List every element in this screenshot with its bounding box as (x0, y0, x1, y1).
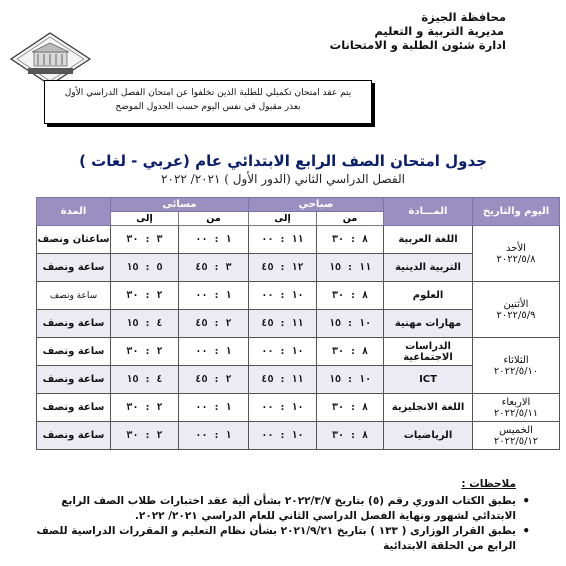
morning-to-cell: ١١ : ٠٠ (249, 226, 317, 254)
subject-cell: مهارات مهنية (384, 310, 473, 338)
notes-title: ملاحظات : (461, 478, 516, 490)
exam-schedule-table (36, 197, 560, 450)
duration-cell: ساعة ونصف (37, 394, 111, 422)
morning-to-cell: ١٠ : ٠٠ (249, 422, 317, 450)
duration-cell: ساعة ونصف (37, 282, 111, 310)
evening-from-cell: ١ : ٠٠ (179, 394, 249, 422)
subject-cell: الدراسات الاجتماعية (384, 338, 473, 366)
evening-from-cell: ٣ : ٤٥ (179, 254, 249, 282)
table-row (37, 226, 560, 254)
evening-from-cell: ٢ : ٤٥ (179, 366, 249, 394)
subject-cell: التربية الدينية (384, 254, 473, 282)
exam-date: ٢٠٢٢/٥/٨ (496, 253, 536, 265)
notice-line-2: بعذر مقبول في نفس اليوم حسب الجدول الموضح (115, 102, 301, 112)
notes-list (18, 494, 538, 554)
evening-to-cell: ٤ : ١٥ (111, 366, 179, 394)
table-row (37, 422, 560, 450)
day-name: الخميس (499, 424, 533, 436)
day-date-cell (473, 394, 560, 422)
morning-from-cell: ١٠ : ١٥ (317, 310, 384, 338)
evening-from-cell: ٢ : ٤٥ (179, 310, 249, 338)
header-subject: المـــادة (384, 198, 473, 226)
directorate-label: مديرية التربية و التعليم (374, 24, 504, 38)
note-item: • يطبق الكتاب الدوري رقم (٥) بتاريخ ٢٠٢٢/٣/٧ بشأن ألية عقد اختبارات طلاب الصف الرابع الابتدائي لشهور ونهاية الفصل الدراسي الثاني للعام الدراسي ٢٠٢١/ ٢٠٢٢. (18, 494, 538, 524)
morning-from-cell: ٨ : ٣٠ (317, 422, 384, 450)
subject-cell: ICT (384, 366, 473, 394)
evening-from-cell: ١ : ٠٠ (179, 338, 249, 366)
day-date-cell (473, 282, 560, 338)
table-row (37, 394, 560, 422)
subject-cell: اللغة الانجليزية (384, 394, 473, 422)
duration-cell: ساعة ونصف (37, 366, 111, 394)
table-row (37, 282, 560, 310)
note-item: • يطبق القرار الوزارى ( ١٣٣ ) بتاريخ ٢٠٢١/٩/٢١ بشأن نظام التعليم و المقررات الدراسية للصف الرابع من الحلقة الابتدائية (18, 524, 538, 554)
page-subtitle: الفصل الدراسي الثاني (الدور الأول ) ٢٠٢١/ ٢٠٢٢ (161, 172, 405, 186)
day-date-cell (473, 338, 560, 394)
notes-section (18, 478, 538, 554)
institution-header (256, 10, 506, 52)
evening-to-cell: ٢ : ٣٠ (111, 338, 179, 366)
subject-cell: اللغة العربية (384, 226, 473, 254)
day-name: الأحد (506, 242, 526, 254)
morning-from-cell: ٨ : ٣٠ (317, 338, 384, 366)
subject-cell: العلوم (384, 282, 473, 310)
evening-from-cell: ١ : ٠٠ (179, 282, 249, 310)
header-evening-to: إلى (111, 212, 179, 226)
header-morning: صباحي (249, 198, 384, 212)
header-day-date: اليوم والتاريخ (473, 198, 560, 226)
exam-date: ٢٠٢٢/٥/١٠ (493, 365, 539, 377)
header-duration: المدة (37, 198, 111, 226)
header-morning-from: من (317, 212, 384, 226)
evening-to-cell: ٥ : ١٥ (111, 254, 179, 282)
evening-to-cell: ٢ : ٣٠ (111, 422, 179, 450)
evening-to-cell: ٣ : ٣٠ (111, 226, 179, 254)
day-date-cell (473, 226, 560, 282)
morning-to-cell: ١١ : ٤٥ (249, 366, 317, 394)
day-date-cell (473, 422, 560, 450)
evening-from-cell: ١ : ٠٠ (179, 422, 249, 450)
governorate-label: محافظة الجيزة (421, 10, 506, 24)
exam-date: ٢٠٢٢/٥/١١ (493, 407, 539, 419)
morning-to-cell: ١٠ : ٠٠ (249, 394, 317, 422)
morning-to-cell: ١٢ : ٤٥ (249, 254, 317, 282)
day-name: الاربعاء (501, 396, 531, 408)
evening-to-cell: ٤ : ١٥ (111, 310, 179, 338)
duration-cell: ساعة ونصف (37, 338, 111, 366)
evening-to-cell: ٢ : ٣٠ (111, 282, 179, 310)
evening-from-cell: ١ : ٠٠ (179, 226, 249, 254)
header-morning-to: إلى (249, 212, 317, 226)
header-evening: مسائى (111, 198, 249, 212)
day-name: الأثنين (503, 298, 529, 310)
department-label: ادارة شئون الطلبة و الامتحانات (329, 38, 506, 52)
morning-from-cell: ١١ : ١٥ (317, 254, 384, 282)
notice-line-1: يتم عقد امتحان تكميلي للطلبة الذين تخلفوا عن امتحان الفصل الدراسي الأول (64, 88, 352, 98)
morning-from-cell: ٨ : ٣٠ (317, 394, 384, 422)
duration-cell: ساعتان ونصف (37, 226, 111, 254)
morning-from-cell: ١٠ : ١٥ (317, 366, 384, 394)
morning-from-cell: ٨ : ٣٠ (317, 226, 384, 254)
exam-date: ٢٠٢٢/٥/١٢ (493, 435, 539, 447)
notice-box (44, 80, 372, 124)
header-evening-from: من (179, 212, 249, 226)
exam-date: ٢٠٢٢/٥/٩ (496, 309, 536, 321)
duration-cell: ساعة ونصف (37, 254, 111, 282)
morning-to-cell: ١١ : ٤٥ (249, 310, 317, 338)
duration-cell: ساعة ونصف (37, 422, 111, 450)
morning-from-cell: ٨ : ٣٠ (317, 282, 384, 310)
day-name: الثلاثاء (503, 354, 529, 366)
morning-to-cell: ١٠ : ٠٠ (249, 338, 317, 366)
morning-to-cell: ١٠ : ٠٠ (249, 282, 317, 310)
evening-to-cell: ٢ : ٣٠ (111, 394, 179, 422)
schedule-body (37, 226, 560, 450)
table-row (37, 338, 560, 366)
duration-cell: ساعة ونصف (37, 310, 111, 338)
subject-cell: الرياضيات (384, 422, 473, 450)
page-title: جدول امتحان الصف الرابع الابتدائي عام (عربي - لغات ) (79, 152, 487, 170)
